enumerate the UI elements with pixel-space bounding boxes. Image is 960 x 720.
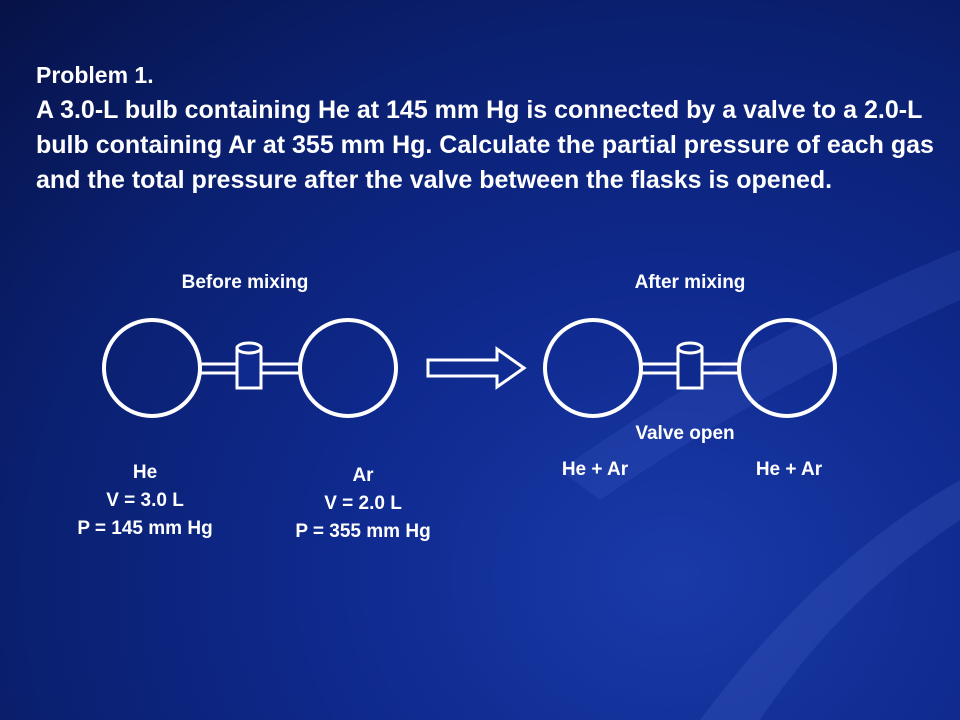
- he-volume-label: V = 3.0 L: [106, 490, 184, 511]
- he-pressure-label: P = 145 mm Hg: [77, 518, 213, 539]
- ar-gas-label: Ar: [352, 465, 374, 486]
- mixed-left-gas-label: He + Ar: [561, 459, 629, 480]
- before-mixing-heading: Before mixing: [181, 272, 309, 293]
- ar-bulb: [300, 320, 396, 416]
- ar-bulb-info: [253, 462, 473, 546]
- problem-title: Problem 1.: [36, 62, 154, 88]
- mixed-bulb-left: [545, 320, 641, 416]
- mixed-right-gas-label: He + Ar: [755, 459, 823, 480]
- he-gas-label: He: [132, 462, 158, 483]
- mixed-bulb-right: [739, 320, 835, 416]
- problem-text: A 3.0-L bulb containing He at 145 mm Hg is connected by a valve to a 2.0-L bulb containing Ar at 355 mm Hg. Calculate the partial pressure of each gas and the total pressure after the valve between the flasks is opened.: [36, 96, 934, 194]
- ar-pressure-label: P = 355 mm Hg: [295, 521, 431, 542]
- mixing-arrow-icon: [428, 349, 524, 387]
- ar-volume-label: V = 2.0 L: [324, 493, 402, 514]
- valve-open-icon: [678, 343, 702, 388]
- he-bulb: [104, 320, 200, 416]
- after-mixing-heading: After mixing: [634, 272, 746, 293]
- valve-open-label: Valve open: [635, 423, 735, 444]
- valve-closed-icon: [237, 343, 261, 388]
- he-bulb-info: [40, 459, 250, 543]
